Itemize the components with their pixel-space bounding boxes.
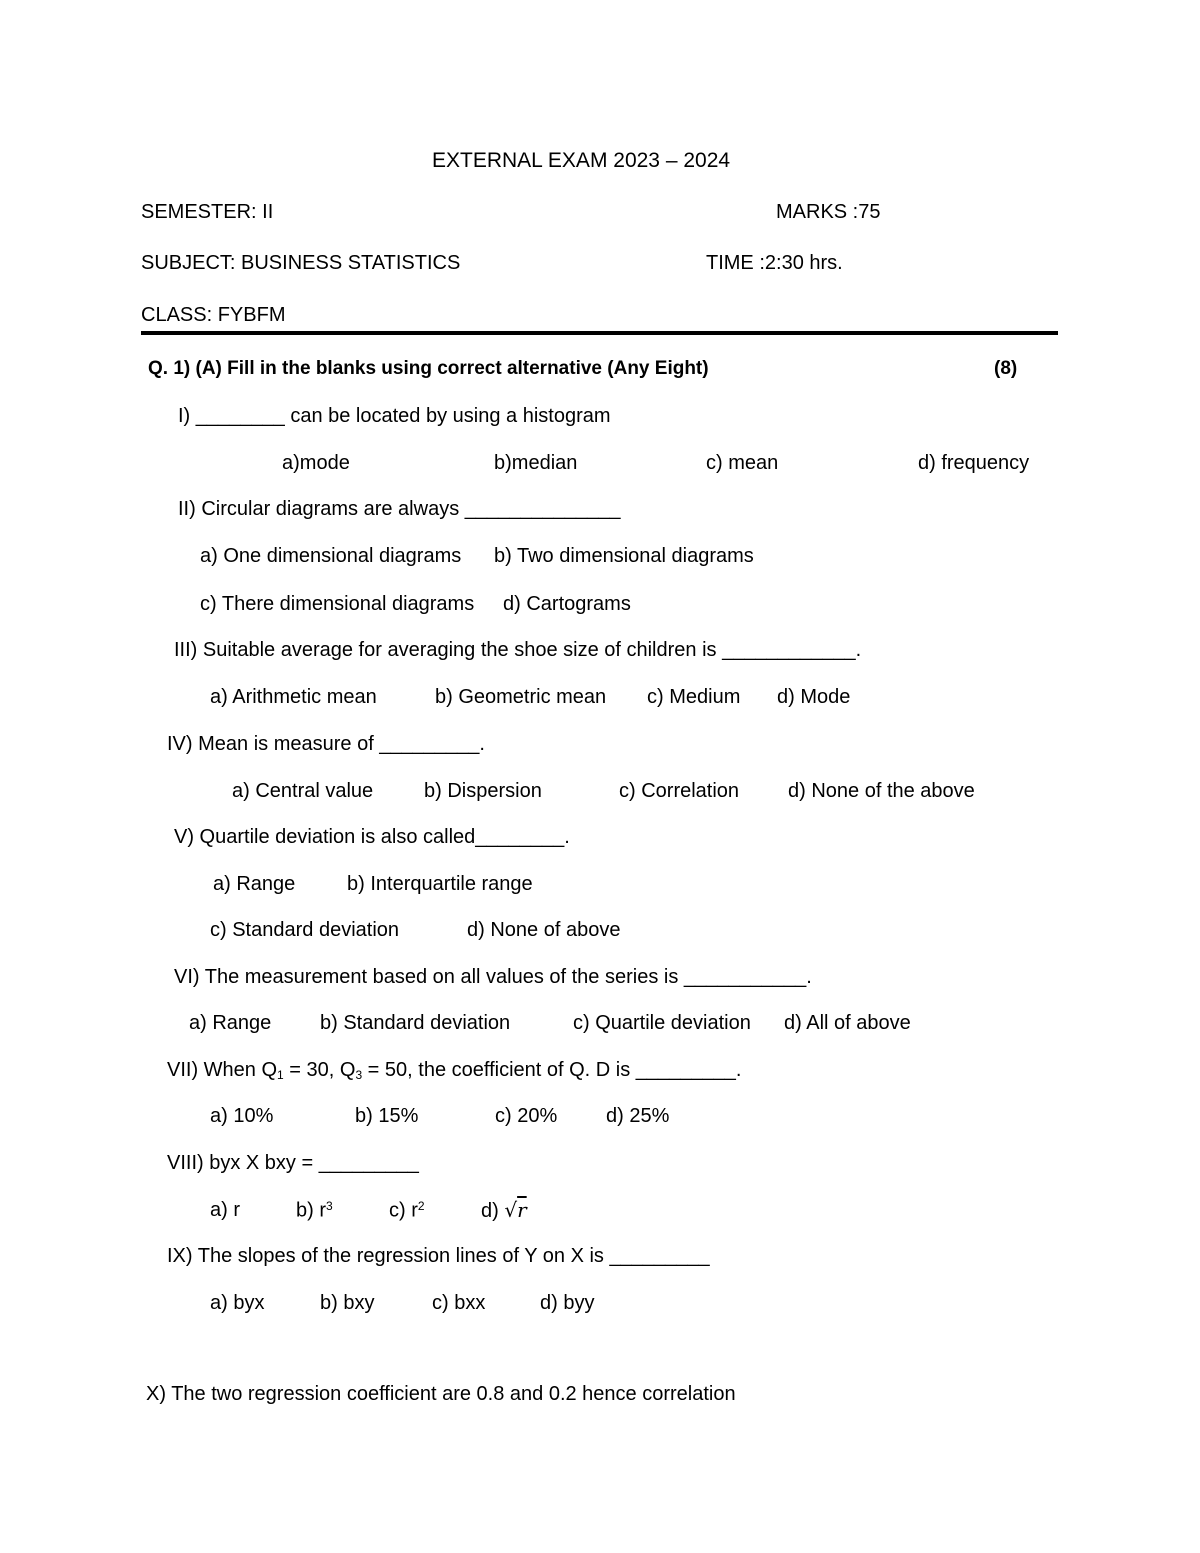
q9-option-a: a) byx (210, 1292, 265, 1314)
q5-option-a: a) Range (213, 873, 296, 895)
q8-option-c-exponent: 2 (417, 1199, 425, 1213)
q7-subscript-3: 3 (355, 1068, 363, 1082)
question-8: VIII) byx X bxy = _________ (167, 1152, 419, 1174)
q8-option-d (481, 1200, 527, 1221)
class-label: CLASS: FYBFM (141, 304, 286, 326)
q8-option-b-exponent: 3 (326, 1199, 333, 1213)
marks-label: MARKS :75 (776, 201, 881, 223)
q1-option-c: c) mean (706, 452, 779, 474)
question-6: VI) The measurement based on all values of the series is ___________. (174, 966, 812, 988)
square-root-icon: √r (504, 1198, 527, 1222)
exam-title: EXTERNAL EXAM 2023 – 2024 (432, 149, 731, 172)
q5-option-c: c) Standard deviation (210, 919, 400, 941)
q7-subscript-1: 1 (277, 1068, 284, 1082)
question-10: X) The two regression coefficient are 0.8 and 0.2 hence correlation (146, 1383, 736, 1405)
question-7 (167, 1060, 741, 1081)
question-2: II) Circular diagrams are always ______________ (178, 498, 621, 520)
q5-option-d: d) None of above (467, 919, 621, 941)
q6-option-b: b) Standard deviation (320, 1012, 511, 1034)
q3-option-c: c) Medium (647, 686, 741, 708)
q6-option-a: a) Range (189, 1012, 272, 1034)
q8-option-d-radicand: r (517, 1198, 527, 1222)
time-label: TIME :2:30 hrs. (706, 252, 843, 274)
q9-option-d: d) byy (540, 1292, 595, 1314)
q4-option-b: b) Dispersion (424, 780, 542, 802)
q8-option-a: a) r (210, 1199, 240, 1221)
q7-option-b: b) 15% (355, 1105, 419, 1127)
q3-option-a: a) Arithmetic mean (210, 686, 377, 708)
q8-option-c-base: c) r (389, 1199, 418, 1222)
q7-option-d: d) 25% (606, 1105, 670, 1127)
q4-option-c: c) Correlation (619, 780, 740, 802)
q8-option-b-base: b) r (296, 1199, 326, 1222)
q3-option-d: d) Mode (777, 686, 851, 708)
q2-option-b: b) Two dimensional diagrams (494, 545, 754, 567)
q1-option-b: b)median (494, 452, 578, 474)
question-5: V) Quartile deviation is also called________. (174, 826, 570, 848)
q1-option-d: d) frequency (918, 452, 1030, 474)
semester-label: SEMESTER: II (141, 201, 274, 223)
q7-option-c: c) 20% (495, 1105, 558, 1127)
q7-text-3: = 50, the coefficient of Q. D is _________. (362, 1059, 742, 1081)
q4-option-a: a) Central value (232, 780, 374, 802)
subject-label: SUBJECT: BUSINESS STATISTICS (141, 252, 461, 274)
q4-option-d: d) None of the above (788, 780, 975, 802)
q7-text-2: = 30, Q (283, 1059, 356, 1081)
q8-option-b (296, 1200, 333, 1221)
q9-option-b: b) bxy (320, 1292, 375, 1314)
section-heading: Q. 1) (A) Fill in the blanks using correct alternative (Any Eight) (148, 358, 709, 379)
section-marks: (8) (994, 358, 1018, 379)
q5-option-b: b) Interquartile range (347, 873, 533, 895)
question-9: IX) The slopes of the regression lines of Y on X is _________ (167, 1245, 710, 1267)
q8-option-d-prefix: d) (481, 1200, 499, 1222)
question-3: III) Suitable average for averaging the shoe size of children is ____________. (174, 639, 862, 661)
question-1: I) ________ can be located by using a histogram (178, 405, 611, 427)
q1-option-a: a)mode (282, 452, 350, 474)
q2-option-a: a) One dimensional diagrams (200, 545, 462, 567)
q2-option-d: d) Cartograms (503, 593, 631, 615)
q2-option-c: c) There dimensional diagrams (200, 593, 475, 615)
q3-option-b: b) Geometric mean (435, 686, 607, 708)
q8-option-c (389, 1200, 425, 1221)
header-divider (141, 331, 1058, 335)
q6-option-d: d) All of above (784, 1012, 911, 1034)
question-4: IV) Mean is measure of _________. (167, 733, 485, 755)
q7-option-a: a) 10% (210, 1105, 274, 1127)
q7-text-1: VII) When Q (167, 1059, 278, 1081)
q6-option-c: c) Quartile deviation (573, 1012, 751, 1034)
q9-option-c: c) bxx (432, 1292, 486, 1314)
